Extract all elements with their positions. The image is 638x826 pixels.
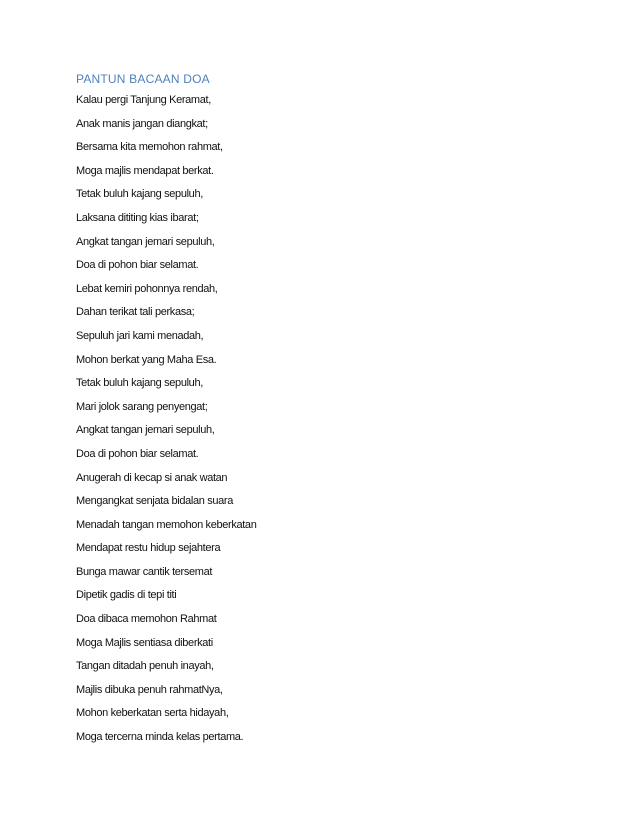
poem-line: Doa di pohon biar selamat. [76, 259, 199, 272]
poem-line: Dipetik gadis di tepi titi [76, 589, 177, 602]
poem-line: Bersama kita memohon rahmat, [76, 141, 223, 154]
poem-line: Angkat tangan jemari sepuluh, [76, 235, 215, 248]
poem-line: Tetak buluh kajang sepuluh, [76, 377, 203, 390]
poem-line: Mohon keberkatan serta hidayah, [76, 707, 229, 720]
poem-line: Mari jolok sarang penyengat; [76, 400, 208, 413]
poem-line: Moga Majlis sentiasa diberkati [76, 636, 213, 649]
poem-line: Lebat kemiri pohonnya rendah, [76, 282, 218, 295]
poem-line: Moga tercerna minda kelas pertama. [76, 731, 244, 744]
poem-line: Anak manis jangan diangkat; [76, 117, 208, 130]
poem-line: Tangan ditadah penuh inayah, [76, 660, 214, 673]
poem-line: Mendapat restu hidup sejahtera [76, 542, 221, 555]
poem-line: Doa dibaca memohon Rahmat [76, 613, 217, 626]
poem-line: Moga majlis mendapat berkat. [76, 164, 214, 177]
poem-line: Doa di pohon biar selamat. [76, 447, 199, 460]
poem-line: Bunga mawar cantik tersemat [76, 565, 213, 578]
poem-line: Kalau pergi Tanjung Keramat, [76, 94, 211, 106]
poem-line: Tetak buluh kajang sepuluh, [76, 188, 203, 201]
poem-line: Mohon berkat yang Maha Esa. [76, 353, 217, 366]
document-title: PANTUN BACAAN DOA [76, 72, 210, 86]
poem-line: Menadah tangan memohon keberkatan [76, 518, 257, 531]
poem-line: Dahan terikat tali perkasa; [76, 306, 195, 319]
poem-line: Majlis dibuka penuh rahmatNya, [76, 683, 223, 696]
poem-line: Laksana dititing kias ibarat; [76, 211, 199, 224]
poem-line: Sepuluh jari kami menadah, [76, 329, 204, 342]
poem-line: Anugerah di kecap si anak watan [76, 471, 228, 484]
poem-line: Angkat tangan jemari sepuluh, [76, 424, 215, 437]
poem-lines [76, 93, 256, 754]
poem-line: Mengangkat senjata bidalan suara [76, 495, 233, 508]
